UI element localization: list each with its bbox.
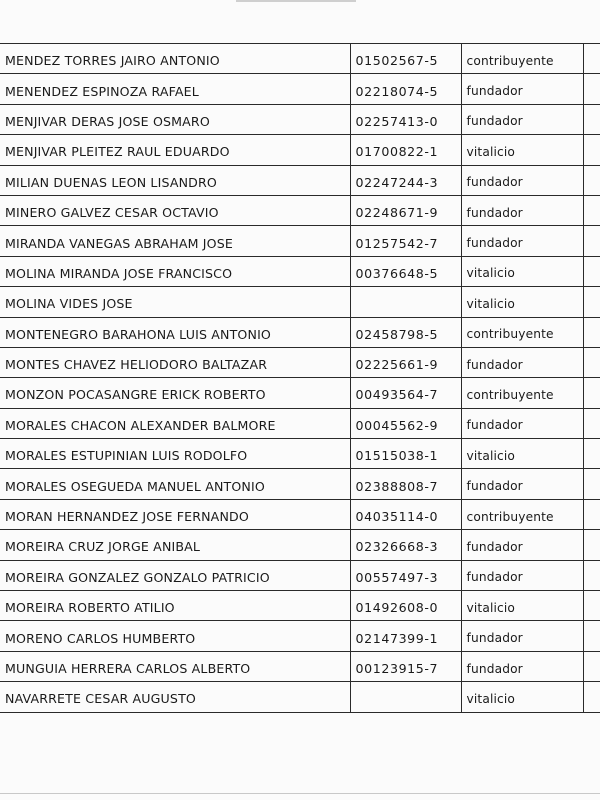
member-id-cell: 02248671-9 [350,195,461,225]
members-table [0,43,600,713]
member-category-cell: fundador [461,165,583,195]
member-id-cell: 01257542-7 [350,226,461,256]
member-id-cell: 01502567-5 [350,44,461,74]
member-id-cell: 00376648-5 [350,256,461,286]
member-extra-cell [583,74,600,104]
member-category-cell: vitalicio [461,682,583,712]
table-row [0,378,600,408]
member-name-cell: MOREIRA ROBERTO ATILIO [0,591,350,621]
table-row [0,469,600,499]
member-name-cell: MOREIRA CRUZ JORGE ANIBAL [0,530,350,560]
member-extra-cell [583,104,600,134]
member-name-cell: MINERO GALVEZ CESAR OCTAVIO [0,195,350,225]
member-name-cell: MONTENEGRO BARAHONA LUIS ANTONIO [0,317,350,347]
member-category-cell: fundador [461,195,583,225]
member-category-cell: vitalicio [461,135,583,165]
members-table-body [0,44,600,713]
member-name-cell: MIRANDA VANEGAS ABRAHAM JOSE [0,226,350,256]
member-id-cell: 00123915-7 [350,651,461,681]
table-row [0,560,600,590]
member-extra-cell [583,317,600,347]
member-name-cell: MOLINA VIDES JOSE [0,287,350,317]
member-extra-cell [583,287,600,317]
member-id-cell [350,682,461,712]
member-name-cell: MORENO CARLOS HUMBERTO [0,621,350,651]
table-row [0,682,600,712]
member-category-cell: contribuyente [461,44,583,74]
member-extra-cell [583,135,600,165]
member-name-cell: MENDEZ TORRES JAIRO ANTONIO [0,44,350,74]
document-page [0,43,600,713]
member-name-cell: MONZON POCASANGRE ERICK ROBERTO [0,378,350,408]
member-extra-cell [583,469,600,499]
member-category-cell: contribuyente [461,499,583,529]
member-name-cell: MORAN HERNANDEZ JOSE FERNANDO [0,499,350,529]
member-category-cell: fundador [461,408,583,438]
member-name-cell: MOLINA MIRANDA JOSE FRANCISCO [0,256,350,286]
member-category-cell: fundador [461,530,583,560]
member-id-cell: 02225661-9 [350,347,461,377]
scan-bottom-rule [0,793,600,794]
member-extra-cell [583,378,600,408]
member-name-cell: MORALES OSEGUEDA MANUEL ANTONIO [0,469,350,499]
member-category-cell: fundador [461,651,583,681]
member-category-cell: contribuyente [461,378,583,408]
member-id-cell: 00045562-9 [350,408,461,438]
member-name-cell: MUNGUIA HERRERA CARLOS ALBERTO [0,651,350,681]
member-category-cell: fundador [461,74,583,104]
table-row [0,165,600,195]
member-category-cell: vitalicio [461,256,583,286]
member-extra-cell [583,195,600,225]
member-category-cell: fundador [461,560,583,590]
member-category-cell: vitalicio [461,287,583,317]
member-category-cell: vitalicio [461,439,583,469]
member-category-cell: fundador [461,469,583,499]
member-extra-cell [583,499,600,529]
member-extra-cell [583,621,600,651]
member-extra-cell [583,560,600,590]
table-row [0,591,600,621]
member-id-cell: 01700822-1 [350,135,461,165]
member-id-cell: 02218074-5 [350,74,461,104]
member-extra-cell [583,44,600,74]
table-row [0,104,600,134]
table-row [0,287,600,317]
member-id-cell: 02326668-3 [350,530,461,560]
member-id-cell: 02458798-5 [350,317,461,347]
table-row [0,317,600,347]
member-name-cell: NAVARRETE CESAR AUGUSTO [0,682,350,712]
member-name-cell: MENENDEZ ESPINOZA RAFAEL [0,74,350,104]
member-id-cell: 02257413-0 [350,104,461,134]
member-extra-cell [583,226,600,256]
member-extra-cell [583,530,600,560]
member-name-cell: MORALES ESTUPINIAN LUIS RODOLFO [0,439,350,469]
member-extra-cell [583,591,600,621]
member-category-cell: fundador [461,347,583,377]
member-extra-cell [583,256,600,286]
table-row [0,347,600,377]
member-id-cell: 00493564-7 [350,378,461,408]
member-id-cell: 01515038-1 [350,439,461,469]
table-row [0,195,600,225]
member-id-cell: 02388808-7 [350,469,461,499]
scan-top-mark [236,0,356,2]
table-row [0,651,600,681]
table-row [0,256,600,286]
member-extra-cell [583,651,600,681]
member-name-cell: MONTES CHAVEZ HELIODORO BALTAZAR [0,347,350,377]
member-name-cell: MILIAN DUENAS LEON LISANDRO [0,165,350,195]
member-extra-cell [583,408,600,438]
table-row [0,74,600,104]
member-category-cell: vitalicio [461,591,583,621]
member-category-cell: fundador [461,621,583,651]
member-id-cell: 00557497-3 [350,560,461,590]
table-row [0,226,600,256]
member-name-cell: MENJIVAR DERAS JOSE OSMARO [0,104,350,134]
member-name-cell: MOREIRA GONZALEZ GONZALO PATRICIO [0,560,350,590]
member-id-cell [350,287,461,317]
table-row [0,499,600,529]
table-row [0,439,600,469]
member-id-cell: 02247244-3 [350,165,461,195]
member-category-cell: fundador [461,104,583,134]
member-extra-cell [583,347,600,377]
member-name-cell: MENJIVAR PLEITEZ RAUL EDUARDO [0,135,350,165]
table-row [0,621,600,651]
table-row [0,530,600,560]
member-id-cell: 02147399-1 [350,621,461,651]
member-id-cell: 01492608-0 [350,591,461,621]
table-row [0,408,600,438]
table-row [0,135,600,165]
table-row [0,44,600,74]
member-name-cell: MORALES CHACON ALEXANDER BALMORE [0,408,350,438]
member-extra-cell [583,165,600,195]
member-category-cell: fundador [461,226,583,256]
member-id-cell: 04035114-0 [350,499,461,529]
member-category-cell: contribuyente [461,317,583,347]
member-extra-cell [583,439,600,469]
member-extra-cell [583,682,600,712]
